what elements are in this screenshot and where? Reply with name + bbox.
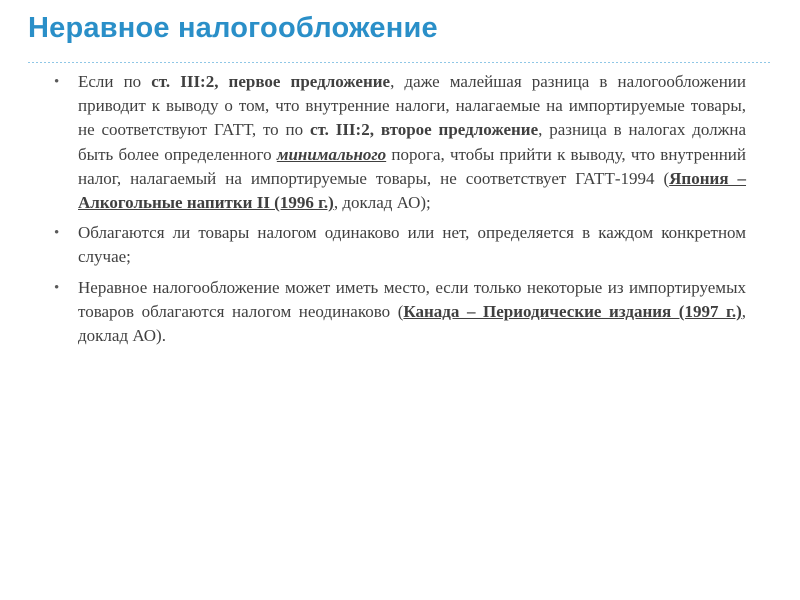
slide-title: Неравное налогообложение bbox=[28, 12, 438, 44]
emphasis-term: минимального bbox=[276, 144, 387, 164]
bullet-dot-icon: • bbox=[54, 279, 60, 296]
bullet-text-segment: Неравное налогообложение может иметь место, если только некоторые из импортируемых товаров облагаются налогом неодинаково ( bbox=[78, 277, 746, 321]
title-divider bbox=[28, 62, 772, 63]
article-reference: ст. III:2, второе предложение bbox=[309, 120, 539, 140]
bullet-text-segment: порога, чтобы прийти к выводу, что внутренний налог, налагаемый на импортируемые товары, не соответствует ГАТТ-1994 ( bbox=[78, 144, 747, 188]
bullet-list bbox=[40, 70, 746, 354]
bullet-text-segment: Облагаются ли товары налогом одинаково или нет, определяется в каждом конкретном случае; bbox=[78, 223, 746, 267]
article-reference: ст. III:2, первое предложение bbox=[151, 72, 391, 91]
bullet-item bbox=[40, 221, 746, 269]
bullet-dot-icon: • bbox=[54, 74, 60, 90]
bullet-text-segment: Если по bbox=[78, 72, 152, 91]
case-reference-link[interactable]: Япония – Алкогольные напитки II (1996 г.) bbox=[78, 168, 747, 213]
bullet-text-segment: , доклад АО); bbox=[333, 193, 431, 213]
case-reference-link[interactable]: Канада – Периодические издания (1997 г.) bbox=[403, 301, 742, 321]
bullet-text-segment: , доклад АО). bbox=[78, 301, 746, 346]
bullet-item bbox=[40, 276, 746, 349]
bullet-text-segment: , разница в налогах должна быть более определенного bbox=[78, 120, 747, 164]
bullet-item bbox=[40, 70, 746, 215]
bullet-text-segment: , даже малейшая разница в налогообложении приводит к выводу о том, что внутренние налоги, налагаемые на импортируемые товары, не соответствуют ГАТТ, то по bbox=[78, 72, 746, 140]
bullet-dot-icon: • bbox=[54, 225, 60, 242]
